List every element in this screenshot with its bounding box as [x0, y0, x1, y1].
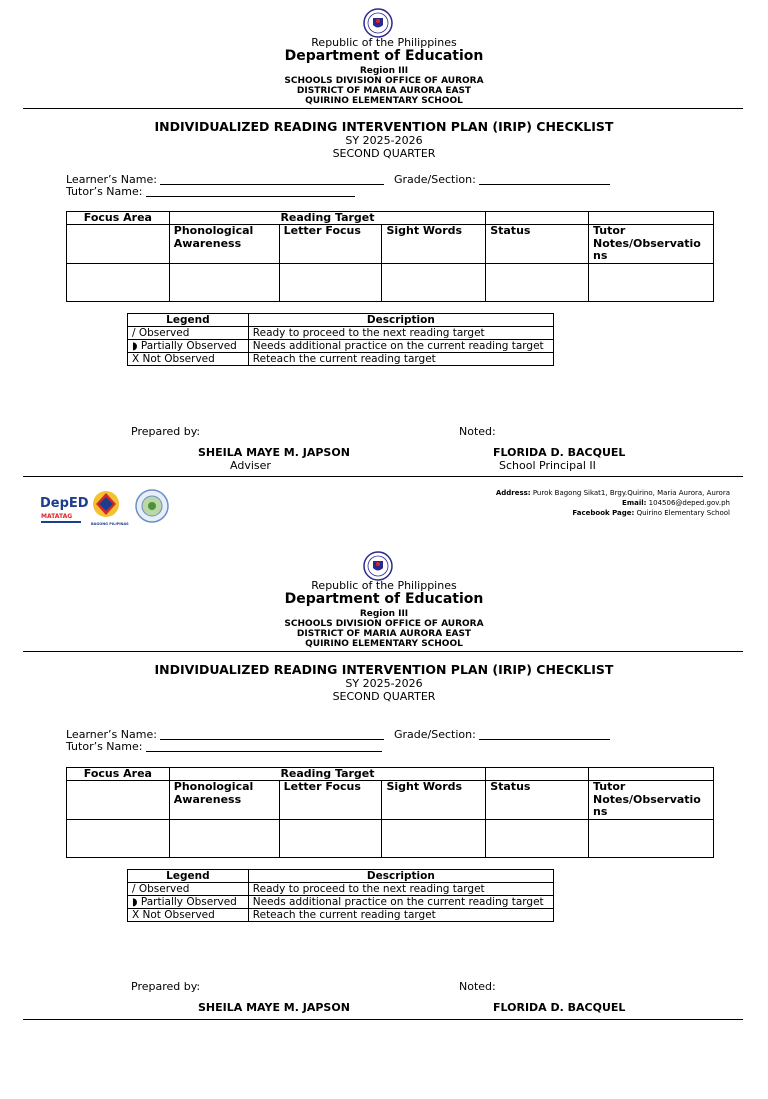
noter-name: FLORIDA D. BACQUEL	[493, 1001, 626, 1014]
prepared-by-label: Prepared by:	[131, 425, 201, 438]
address-text: Purok Bagong Sikat1, Brgy.Quirino, Maria Aurora, Aurora	[532, 489, 730, 497]
sight-words-cell[interactable]	[382, 264, 486, 302]
phonological-cell[interactable]	[169, 820, 279, 858]
focus-area-cell[interactable]	[67, 264, 170, 302]
deped-seal-icon	[363, 551, 393, 581]
legend-table	[127, 869, 554, 922]
legend-table	[127, 313, 554, 366]
bagong-pilipinas-logo-icon	[91, 491, 129, 526]
grade-section-field[interactable]	[479, 184, 610, 185]
school-text: QUIRINO ELEMENTARY SCHOOL	[305, 639, 463, 649]
division-text: SCHOOLS DIVISION OFFICE OF AURORA	[284, 76, 484, 86]
school-contact-info	[496, 488, 730, 518]
region-text: Region III	[359, 609, 409, 619]
description-header: Description	[248, 314, 553, 327]
grade-section-label: Grade/Section:	[394, 728, 476, 741]
tutor-notes-cell[interactable]	[588, 264, 713, 302]
legend-partially-observed: ◗ Partially Observed	[128, 896, 249, 909]
school-seal-icon	[136, 490, 168, 522]
district-text: DISTRICT OF MARIA AURORA EAST	[296, 629, 472, 639]
facebook-label: Facebook Page:	[572, 509, 635, 517]
tutor-name-label: Tutor’s Name:	[66, 185, 143, 198]
preparer-name: SHEILA MAYE M. JAPSON	[198, 446, 350, 459]
letter-focus-cell[interactable]	[279, 264, 382, 302]
prepared-by-label: Prepared by:	[131, 980, 201, 993]
svg-text:DepED: DepED	[40, 496, 89, 511]
tutor-name-field[interactable]	[146, 751, 382, 752]
quarter-text: SECOND QUARTER	[332, 690, 436, 703]
footer-divider	[23, 476, 743, 477]
legend-not-observed: X Not Observed	[128, 909, 249, 922]
quarter-text: SECOND QUARTER	[332, 147, 436, 160]
tutor-notes-header: Tutor Notes/Observatio ns	[588, 781, 713, 820]
district-text: DISTRICT OF MARIA AURORA EAST	[296, 86, 472, 96]
school-year: SY 2025-2026	[345, 677, 423, 690]
legend-header: Legend	[128, 314, 249, 327]
region-text: Region III	[359, 66, 409, 76]
focus-area-header: Focus Area	[67, 212, 170, 225]
legend-partially-observed-description: Needs additional practice on the current reading target	[248, 896, 553, 909]
department-title: Department of Education	[284, 48, 484, 64]
deped-matatag-logo-icon	[40, 496, 89, 523]
school-text: QUIRINO ELEMENTARY SCHOOL	[305, 96, 463, 106]
noted-label: Noted:	[459, 980, 496, 993]
legend-not-observed-description: Reteach the current reading target	[248, 353, 553, 366]
legend-observed-description: Ready to proceed to the next reading target	[248, 327, 553, 340]
letter-focus-header: Letter Focus	[279, 225, 382, 264]
header-divider	[23, 651, 743, 652]
sight-words-header: Sight Words	[382, 225, 486, 264]
deped-seal-icon	[363, 8, 393, 38]
legend-observed: / Observed	[128, 883, 249, 896]
svg-text:MATATAG: MATATAG	[41, 513, 73, 520]
school-year: SY 2025-2026	[345, 134, 423, 147]
phonological-cell[interactable]	[169, 264, 279, 302]
reading-plan-table	[66, 767, 714, 858]
preparer-name: SHEILA MAYE M. JAPSON	[198, 1001, 350, 1014]
sight-words-cell[interactable]	[382, 820, 486, 858]
reading-plan-table	[66, 211, 714, 302]
status-cell[interactable]	[486, 264, 589, 302]
legend-not-observed-description: Reteach the current reading target	[248, 909, 553, 922]
republic-text: Republic of the Philippines	[311, 36, 457, 49]
form-title: INDIVIDUALIZED READING INTERVENTION PLAN (IRIP) CHECKLIST	[154, 662, 614, 677]
reading-target-header: Reading Target	[169, 212, 485, 225]
legend-observed-description: Ready to proceed to the next reading target	[248, 883, 553, 896]
footer-divider	[23, 1019, 743, 1020]
status-header: Status	[486, 225, 589, 264]
learner-name-field[interactable]	[160, 739, 384, 740]
learner-name-label: Learner’s Name:	[66, 173, 157, 186]
phonological-awareness-header: Phonological Awareness	[169, 781, 279, 820]
description-header: Description	[248, 870, 553, 883]
email-label: Email:	[622, 499, 647, 507]
republic-text: Republic of the Philippines	[311, 579, 457, 592]
noted-label: Noted:	[459, 425, 496, 438]
legend-observed: / Observed	[128, 327, 249, 340]
email-text[interactable]: 104506@deped.gov.ph	[648, 499, 730, 507]
legend-not-observed: X Not Observed	[128, 353, 249, 366]
learner-name-label: Learner’s Name:	[66, 728, 157, 741]
preparer-role: Adviser	[230, 459, 271, 472]
form-copy-2	[0, 543, 768, 1099]
noter-role: School Principal II	[499, 459, 596, 472]
phonological-awareness-header: Phonological Awareness	[169, 225, 279, 264]
letter-focus-cell[interactable]	[279, 820, 382, 858]
form-title: INDIVIDUALIZED READING INTERVENTION PLAN (IRIP) CHECKLIST	[154, 119, 614, 134]
letter-focus-header: Letter Focus	[279, 781, 382, 820]
header-divider	[23, 108, 743, 109]
legend-partially-observed-description: Needs additional practice on the current reading target	[248, 340, 553, 353]
focus-area-cell[interactable]	[67, 820, 170, 858]
grade-section-field[interactable]	[479, 739, 610, 740]
department-title: Department of Education	[284, 591, 484, 607]
tutor-notes-header: Tutor Notes/Observatio ns	[588, 225, 713, 264]
status-header: Status	[486, 781, 589, 820]
tutor-name-label: Tutor’s Name:	[66, 740, 143, 753]
tutor-notes-cell[interactable]	[588, 820, 713, 858]
legend-header: Legend	[128, 870, 249, 883]
noter-name: FLORIDA D. BACQUEL	[493, 446, 626, 459]
legend-partially-observed: ◗ Partially Observed	[128, 340, 249, 353]
learner-name-field[interactable]	[160, 184, 384, 185]
facebook-text[interactable]: Quirino Elementary School	[636, 509, 730, 517]
footer-logos	[38, 487, 172, 527]
status-cell[interactable]	[486, 820, 589, 858]
division-text: SCHOOLS DIVISION OFFICE OF AURORA	[284, 619, 484, 629]
tutor-name-field[interactable]	[146, 196, 355, 197]
svg-text:BAGONG PILIPINAS: BAGONG PILIPINAS	[91, 522, 129, 526]
focus-area-header: Focus Area	[67, 768, 170, 781]
reading-target-header: Reading Target	[169, 768, 485, 781]
sight-words-header: Sight Words	[382, 781, 486, 820]
grade-section-label: Grade/Section:	[394, 173, 476, 186]
address-label: Address:	[495, 489, 531, 497]
